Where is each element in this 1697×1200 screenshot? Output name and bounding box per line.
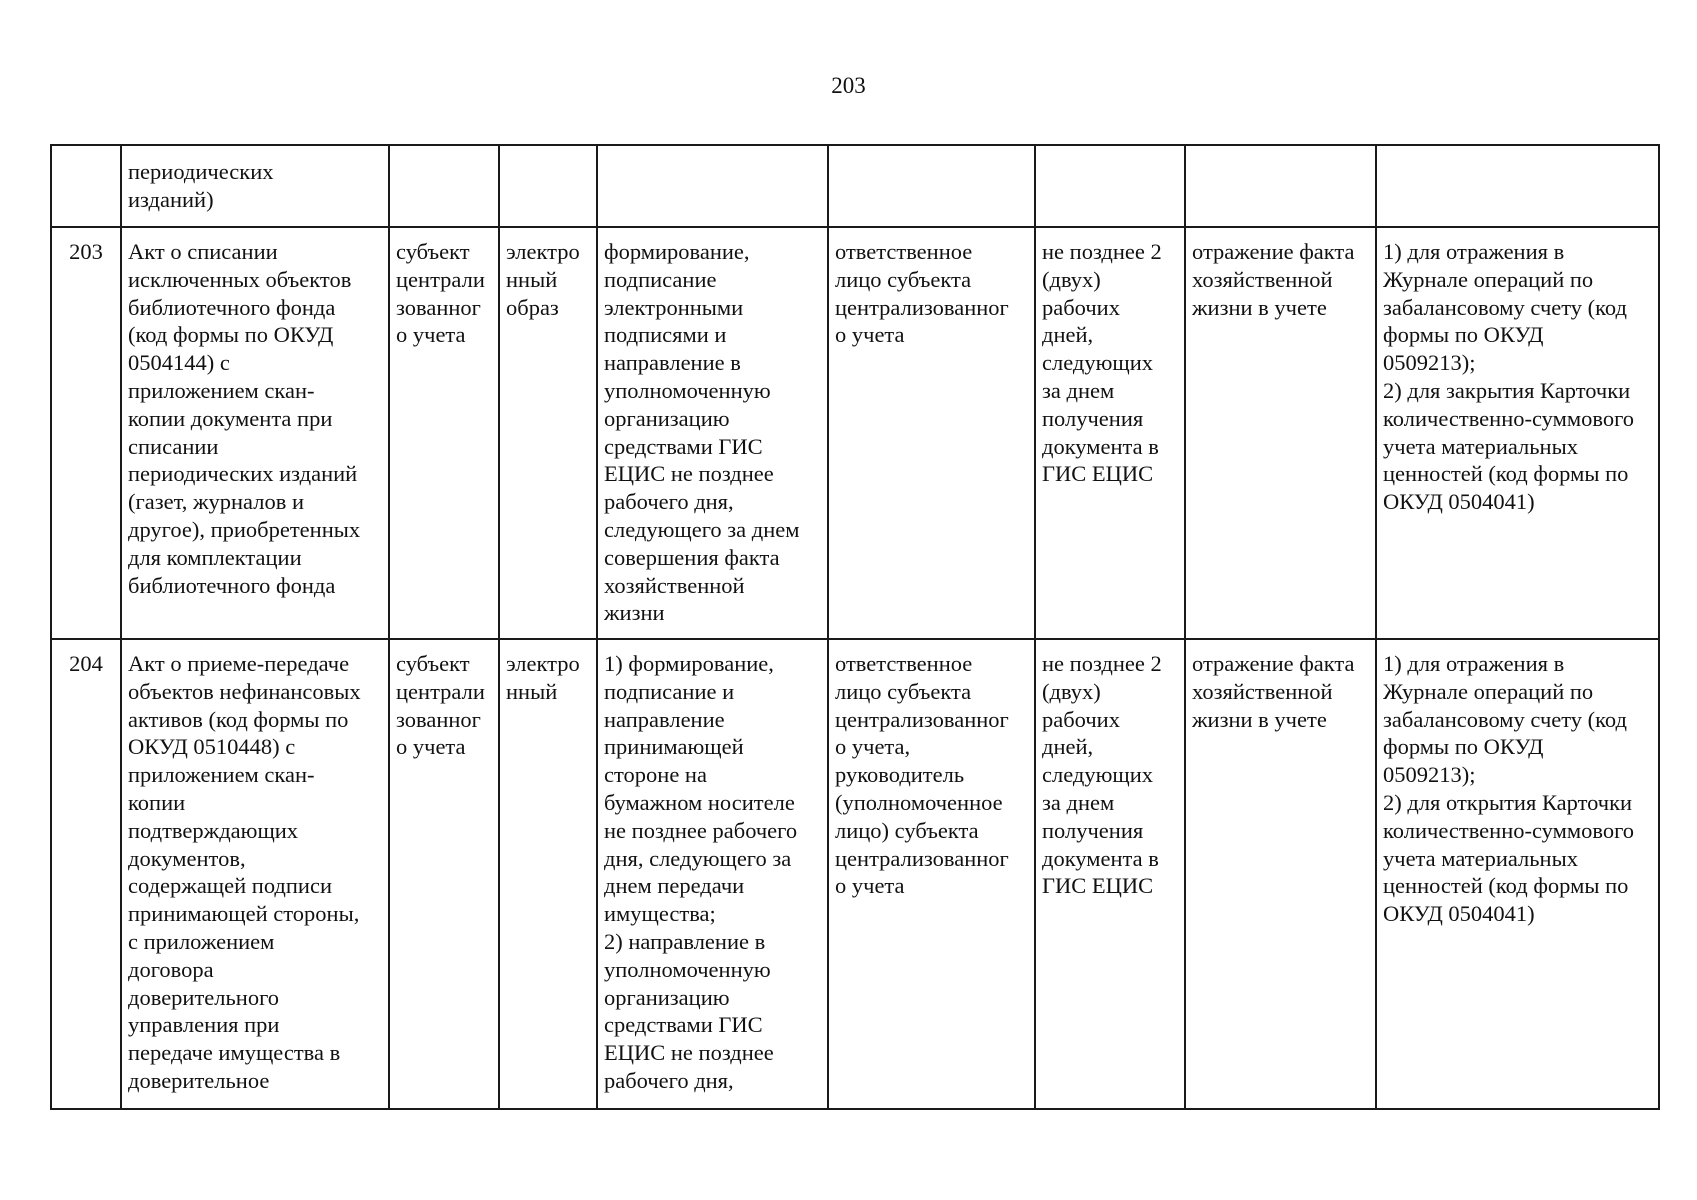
table-row [51,227,1659,639]
document-name-cell: периодических изданий) [121,145,389,227]
creator-cell: субъект централи зованног о учета [389,639,499,1109]
responsible-cell [828,145,1035,227]
row-number-cell [51,145,121,227]
document-name-cell: Акт о списании исключенных объектов библиотечного фонда (код формы по ОКУД 0504144) с приложением скан- копии документа при списании периодических изданий (газет, журналов и другое), приобретенных для комплектации библиотечного фонда [121,227,389,639]
action-cell: формирование, подписание электронными подписями и направление в уполномоченную организацию средствами ГИС ЕЦИС не позднее рабочего дня, следующего за днем совершения факта хозяйственной жизни [597,227,828,639]
purpose-cell: отражение факта хозяйственной жизни в учете [1185,227,1376,639]
document-form-cell [499,145,597,227]
document-name-cell: Акт о приеме-передаче объектов нефинансовых активов (код формы по ОКУД 0510448) с приложением скан- копии подтверждающих документов, содержащей подписи принимающей стороны, с приложением договора доверительного управления при передаче имущества в доверительное [121,639,389,1109]
document-table [50,144,1660,1110]
deadline-cell [1035,145,1185,227]
action-cell [597,145,828,227]
row-number-cell: 203 [51,227,121,639]
usage-cell: 1) для отражения в Журнале операций по забалансовому счету (код формы по ОКУД 0509213); 2) для закрытия Карточки количественно-суммового учета материальных ценностей (код формы по ОКУД 0504041) [1376,227,1659,639]
document-form-cell: электро нный образ [499,227,597,639]
responsible-cell: ответственное лицо субъекта централизованног о учета [828,227,1035,639]
usage-cell: 1) для отражения в Журнале операций по забалансовому счету (код формы по ОКУД 0509213); 2) для открытия Карточки количественно-суммового учета материальных ценностей (код формы по ОКУД 0504041) [1376,639,1659,1109]
page-number: 203 [831,73,866,98]
usage-cell [1376,145,1659,227]
action-cell: 1) формирование, подписание и направление принимающей стороне на бумажном носителе не позднее рабочего дня, следующего за днем передачи имущества; 2) направление в уполномоченную организацию средствами ГИС ЕЦИС не позднее рабочего дня, [597,639,828,1109]
table-row [51,639,1659,1109]
creator-cell: субъект централи зованног о учета [389,227,499,639]
document-form-cell: электро нный [499,639,597,1109]
row-number-cell: 204 [51,639,121,1109]
table-row [51,145,1659,227]
deadline-cell: не позднее 2 (двух) рабочих дней, следующих за днем получения документа в ГИС ЕЦИС [1035,639,1185,1109]
deadline-cell: не позднее 2 (двух) рабочих дней, следующих за днем получения документа в ГИС ЕЦИС [1035,227,1185,639]
purpose-cell: отражение факта хозяйственной жизни в учете [1185,639,1376,1109]
creator-cell [389,145,499,227]
purpose-cell [1185,145,1376,227]
responsible-cell: ответственное лицо субъекта централизованног о учета, руководитель (уполномоченное лицо) субъекта централизованног о учета [828,639,1035,1109]
